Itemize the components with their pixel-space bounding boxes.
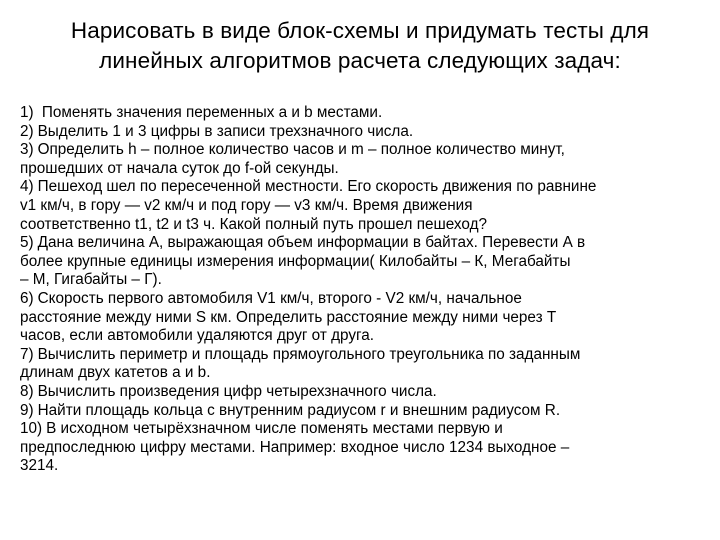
task-item-5 bbox=[20, 234, 710, 290]
task-text-line: расстояние между ними S км. Определить расстояние между ними через T bbox=[20, 308, 557, 326]
task-item-10 bbox=[20, 420, 710, 476]
task-text-line: Определить h – полное количество часов и m – полное количество минут, bbox=[37, 141, 565, 159]
task-text-line: Вычислить произведения цифр четырехзначного числа. bbox=[37, 382, 437, 400]
task-text-line: более крупные единицы измерения информации( Килобайты – К, Мегабайты bbox=[20, 252, 571, 270]
task-text-line: прошедших от начала суток до f-ой секунды. bbox=[20, 159, 339, 177]
task-text-line: В исходном четырёхзначном числе поменять местами первую и bbox=[46, 420, 503, 438]
task-number: 4) bbox=[20, 178, 34, 196]
task-text-line: часов, если автомобили удаляются друг от друга. bbox=[20, 327, 375, 345]
task-number: 1) bbox=[20, 104, 34, 121]
task-text-line: Поменять значения переменных a и b местами. bbox=[41, 104, 383, 121]
task-text-line: Вычислить периметр и площадь прямоугольного треугольника по заданным bbox=[37, 345, 581, 363]
task-item-8 bbox=[20, 383, 710, 402]
task-item-2 bbox=[20, 123, 710, 142]
title-line-1: Нарисовать в виде блок-схемы и придумать тесты для bbox=[70, 18, 650, 43]
task-number: 9) bbox=[20, 401, 34, 419]
task-number: 6) bbox=[20, 289, 34, 307]
task-number: 7) bbox=[20, 345, 34, 363]
task-text-line: Выделить 1 и 3 цифры в записи трехзначного числа. bbox=[37, 122, 414, 140]
task-text-line: Пешеход шел по пересеченной местности. Его скорость движения по равнине bbox=[37, 178, 597, 196]
task-item-4 bbox=[20, 178, 710, 234]
title-line-2: линейных алгоритмов расчета следующих задач: bbox=[99, 48, 621, 73]
task-text-line: Скорость первого автомобиля V1 км/ч, второго - V2 км/ч, начальное bbox=[37, 289, 522, 307]
page-title bbox=[30, 16, 690, 76]
task-text-line: Найти площадь кольца с внутренним радиусом r и внешним радиусом R. bbox=[37, 401, 561, 419]
task-text-line: предпоследнюю цифру местами. Например: входное число 1234 выходное – bbox=[20, 438, 570, 456]
task-number: 10) bbox=[20, 420, 43, 438]
task-item-1 bbox=[20, 104, 710, 123]
task-text-line: Дана величина А, выражающая объем информации в байтах. Перевести А в bbox=[37, 234, 586, 252]
task-number: 5) bbox=[20, 234, 34, 252]
task-item-7 bbox=[20, 346, 710, 383]
task-item-6 bbox=[20, 290, 710, 346]
task-list bbox=[20, 104, 710, 476]
task-item-9 bbox=[20, 402, 710, 421]
task-text-line: v1 км/ч, в гору — v2 км/ч и под гору — v3 км/ч. Время движения bbox=[20, 196, 473, 214]
task-item-3 bbox=[20, 141, 710, 178]
task-text-line: – М, Гигабайты – Г). bbox=[20, 271, 162, 289]
task-number: 2) bbox=[20, 122, 34, 140]
task-text-line: соответственно t1, t2 и t3 ч. Какой полный путь прошел пешеход? bbox=[20, 215, 488, 233]
task-text-line: длинам двух катетов а и b. bbox=[20, 364, 211, 382]
task-text-line: 3214. bbox=[20, 457, 59, 475]
task-number: 8) bbox=[20, 382, 34, 400]
task-number: 3) bbox=[20, 141, 34, 159]
